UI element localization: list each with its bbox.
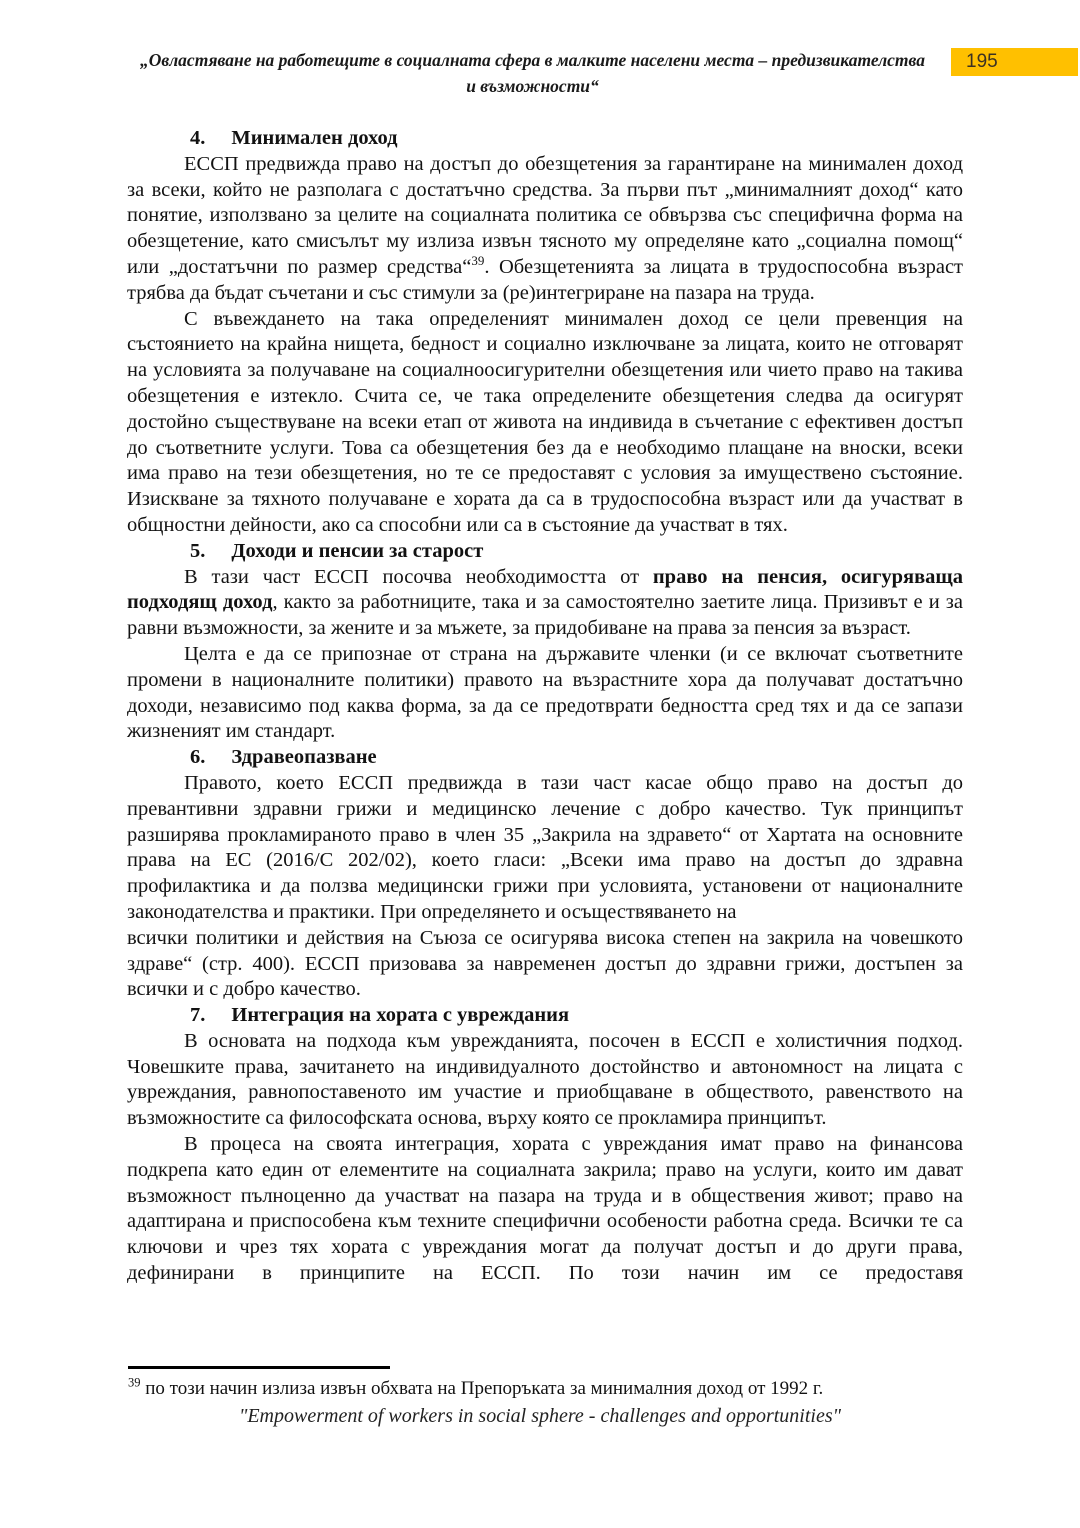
- section-title: Доходи и пенсии за старост: [231, 539, 484, 562]
- paragraph-s5-2: Целта е да се припознае от страна на държавите членки (и се включат съответните промени в националните политики) правото на възрастните хора да получават достатъчно доходи, независимо под каква форма, за да се предотврати бедността сред тях и да се запази жизненият им стандарт.: [127, 642, 963, 743]
- paragraph-text: ЕССП предвижда право на достъп до обезщетения за гарантиране на минимален доход за всеки, който не разполага с достатъчно средства. За първи път „минималният доход“ като понятие, използвано за целите на социалната политика се обвързва със специфична форма на обезщетение, като смисълът му излиза извън тясното му определяне като „социална помощ“ или „достатъчни по размер средства“: [127, 152, 963, 278]
- paragraph-text: Правото, което ЕССП предвижда в тази част касае общо право на достъп до превантивни здравни грижи и медицинско лечение с добро качество. Тук принципът разширява прокламираното право в член 35 „Закрила на здравето“ от Хартата на основните права на ЕС (2016/С 202/02), което гласи: „Всеки има право на достъп до здравна профилактика и да ползва медицински грижи при условията, установени от националните законодателства и практики. При определянето и осъществяването на: [127, 771, 963, 923]
- footnote-number: 39: [128, 1375, 141, 1390]
- page-number-badge: 195: [951, 48, 1078, 76]
- footnote: [128, 1377, 964, 1401]
- main-text: [127, 126, 963, 1287]
- paragraph-text: , както за работниците, така и за самостоятелно заетите лица. Призивът е и за равни възможности, за жените и за мъжете, за придобиване на права за пенсия за възраст.: [127, 591, 963, 640]
- paragraph-s4-1: [127, 152, 963, 307]
- section-number: 4.: [190, 127, 206, 149]
- footnote-text: по този начин излиза извън обхвата на Препоръката за минималния доход от 1992 г.: [140, 1378, 824, 1399]
- paragraph-s4-2: С въвеждането на така определеният минимален доход се цели превенция на състоянието на крайна нищета, бедност и социално изключване за лицата, които не отговарят на условията за получаване на социалноосигурителни обезщетения или чието право на такива обезщетения е изтекло. Счита се, че така определените обезщетения следва да осигурят достойно съществуване на всеки етап от живота на индивида в съчетание с ефективен достъп до съответните услуги. Това са обезщетения без да е необходимо плащане на вноски, всеки има право на тези обезщетения, но те се предоставят с условия за имуществено състояние. Изискване за тяхното получаване е хората да са в трудоспособна възраст или да участват в общностни дейности, ако са способни или са в състояние да участват в тях.: [127, 307, 963, 536]
- section-title: Здравеопазване: [231, 746, 377, 769]
- section-heading-4: [127, 126, 963, 152]
- paragraph-text: всички политики и действия на Съюза се осигурява висока степен на закрила на човешкото здраве“ (стр. 400). ЕССП призовава за навременен достъп до здравни грижи, достъпен за всички и с добро качество.: [127, 926, 963, 1001]
- section-number: 6.: [190, 746, 206, 769]
- footnote-reference: 39: [471, 253, 485, 269]
- proceedings-title-footer: "Empowerment of workers in social sphere - challenges and opportunities": [238, 1405, 842, 1427]
- paragraph-s5-1: [127, 565, 963, 642]
- paragraph-s7-1: В основата на подхода към уврежданията, посочен в ЕССП е холистичния подход. Човешките права, зачитането на индивидуалното достойнство и автономност на лицата с увреждания, равнопоставеното им участие и приобщаване в обществото, равенството на възможностите са философската основа, върху която се прокламира принципът.: [127, 1029, 963, 1130]
- running-header: [120, 47, 945, 99]
- section-title: Минимален доход: [231, 127, 398, 149]
- footnote-separator: [128, 1366, 390, 1369]
- running-header-line1: „Овластяване на работещите в социалната сфера в малките населени места – предизвикателства: [139, 50, 925, 70]
- section-heading-7: [127, 1003, 963, 1029]
- paragraph-s7-2: В процеса на своята интеграция, хората с увреждания имат право на финансова подкрепа като един от елементите на социалната закрила; право на услуги, които им дават възможност пълноценно да участват на пазара на труда и в обществения живот; право на адаптирана и приспособена към техните специфични особености работна среда. Всички те са ключови и чрез тях хората с увреждания могат да получат достъп и до други права, дефинирани в принципите на ЕССП. По този начин им се предоставя: [127, 1133, 963, 1285]
- paragraph-text: В тази част ЕССП посочва необходимостта от: [184, 565, 653, 588]
- section-number: 7.: [190, 1004, 206, 1027]
- paragraph-s6-1: [127, 771, 963, 1003]
- bold-emphasis: право на пенсия, осигуряваща подходящ доход: [127, 565, 963, 614]
- paragraph-text: . Обезщетенията за лицата в трудоспособна възраст трябва да бъдат съчетани и със стимули за (ре)интегриране на пазара на труда.: [127, 255, 963, 304]
- running-header-line2: и възможности“: [466, 76, 599, 96]
- section-number: 5.: [190, 539, 206, 562]
- section-heading-5: [127, 539, 963, 565]
- section-heading-6: [127, 745, 963, 771]
- section-title: Интеграция на хората с увреждания: [231, 1004, 570, 1027]
